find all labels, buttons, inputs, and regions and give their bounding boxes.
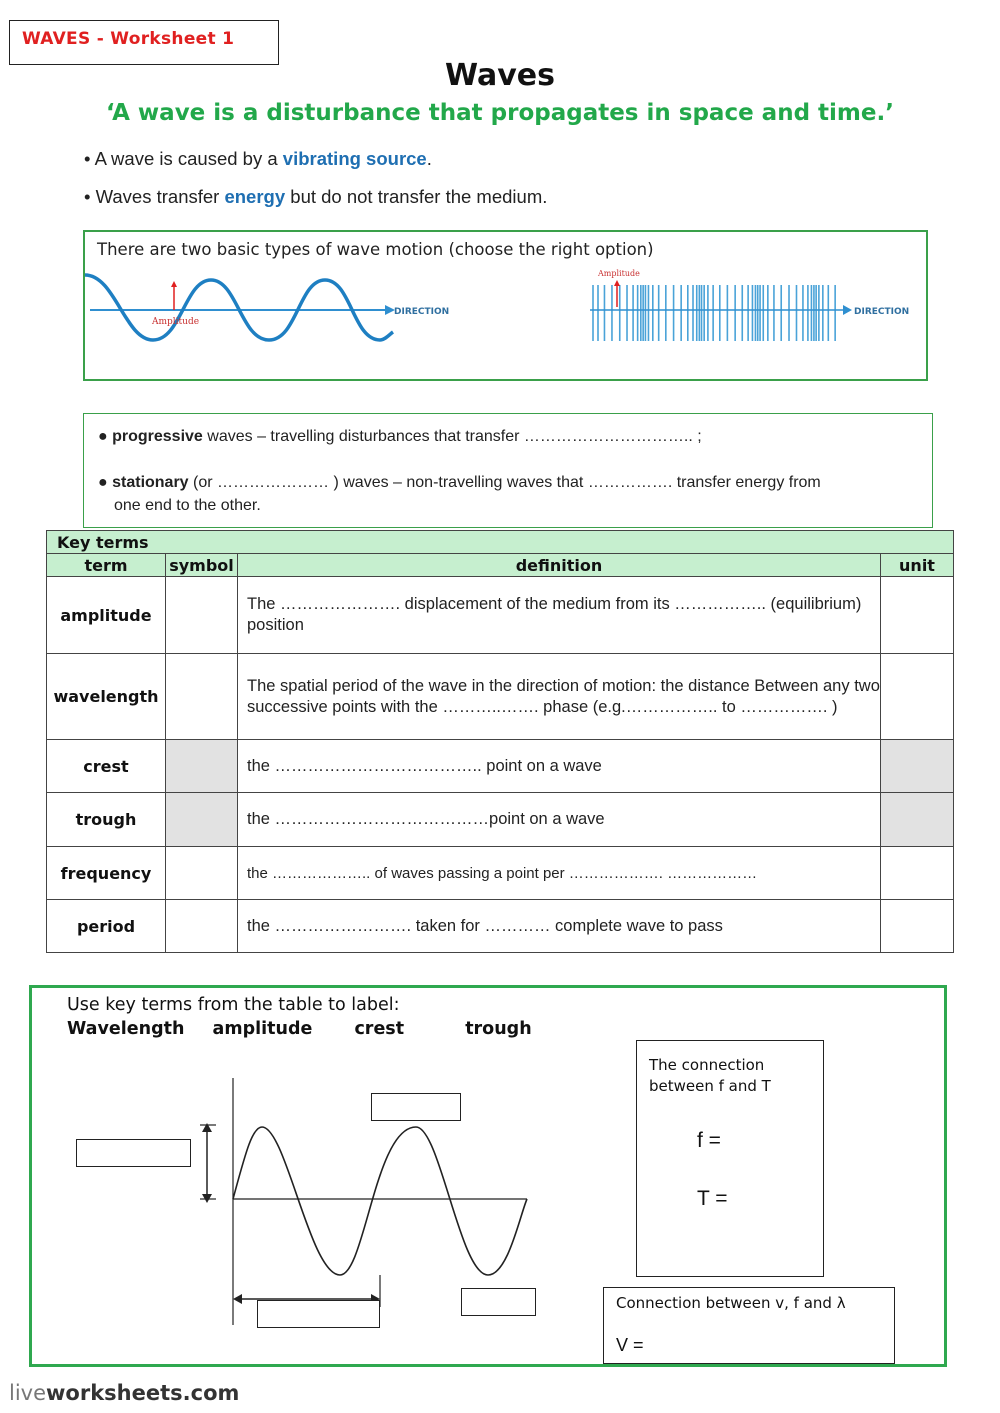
direction-arrowhead	[843, 305, 852, 315]
t-equation[interactable]: T =	[697, 1187, 728, 1210]
bullet-dot: ●	[98, 428, 113, 445]
table-header-row	[47, 554, 954, 577]
compression-lines	[593, 285, 835, 341]
table-caption: Key terms	[47, 531, 954, 554]
header-definition: definition	[238, 554, 881, 577]
word-amplitude: amplitude	[212, 1019, 313, 1039]
label-words	[67, 1019, 532, 1039]
page-title: Waves	[444, 58, 556, 93]
table-row	[47, 847, 954, 900]
key-terms-table	[46, 530, 954, 953]
term-cell: amplitude	[47, 577, 166, 654]
v-f-lambda-title: Connection between v, f and λ	[616, 1294, 846, 1312]
symbol-input[interactable]	[166, 900, 238, 953]
word-trough: trough	[465, 1019, 532, 1039]
header-unit: unit	[881, 554, 954, 577]
amplitude-arrowhead	[614, 280, 620, 286]
symbol-input[interactable]	[166, 654, 238, 740]
bullet-text: • Waves transfer	[84, 186, 225, 207]
bullet-text: but do not transfer the medium.	[285, 186, 548, 207]
page-subtitle: ‘A wave is a disturbance that propagates in space and time.’	[106, 100, 894, 126]
longitudinal-wave-diagram[interactable]	[590, 265, 920, 347]
stationary-term: stationary	[112, 474, 189, 491]
progressive-line	[98, 428, 702, 446]
unit-cell-disabled	[881, 740, 954, 793]
amplitude-label-input[interactable]	[76, 1139, 191, 1167]
bullet-dot: ●	[98, 474, 113, 491]
brand-bold: worksheets.com	[46, 1381, 240, 1405]
word-wavelength: Wavelength	[67, 1019, 185, 1039]
definition-cell[interactable]: the ……………………. taken for ………… complete wave to pass	[238, 900, 881, 953]
brand-light: live	[9, 1381, 47, 1405]
f-t-connection-title: The connection between f and T	[649, 1056, 771, 1095]
unit-cell-disabled	[881, 793, 954, 847]
stationary-line-2: one end to the other.	[114, 497, 261, 514]
unit-input[interactable]	[881, 900, 954, 953]
definition-cell[interactable]: the …………………………………point on a wave	[238, 793, 881, 847]
f-equation[interactable]: f =	[697, 1129, 721, 1152]
amplitude-arrowhead	[171, 281, 177, 287]
labelling-instruction: Use key terms from the table to label:	[67, 995, 400, 1015]
term-cell: period	[47, 900, 166, 953]
stationary-line	[98, 474, 821, 492]
direction-label: DIRECTION	[854, 307, 910, 317]
symbol-cell-disabled	[166, 740, 238, 793]
header-term: term	[47, 554, 166, 577]
word-crest: crest	[354, 1019, 405, 1039]
worksheet-tag: WAVES - Worksheet 1	[9, 20, 279, 65]
definition-cell[interactable]: The …………………. displacement of the medium from its …………….. (equilibrium) position	[238, 577, 881, 654]
wavelength-label-input[interactable]	[257, 1300, 380, 1328]
progressive-term: progressive	[112, 428, 203, 445]
transverse-wave-diagram[interactable]	[85, 270, 465, 350]
term-cell: crest	[47, 740, 166, 793]
wavelength-arrowhead-left	[233, 1294, 242, 1304]
keyword: vibrating source	[282, 148, 427, 169]
term-cell: frequency	[47, 847, 166, 900]
trough-label-input[interactable]	[461, 1288, 536, 1316]
wave-types-title: There are two basic types of wave motion (choose the right option)	[97, 240, 654, 259]
sine-wave	[233, 1127, 527, 1275]
unit-input[interactable]	[881, 847, 954, 900]
unit-input[interactable]	[881, 654, 954, 740]
amplitude-label: Amplitude	[598, 269, 640, 278]
stationary-text[interactable]: (or ………………… ) waves – non-travelling waves that ……………. transfer energy from	[188, 474, 821, 491]
keyword: energy	[224, 186, 286, 207]
bullet-text: • A wave is caused by a	[84, 148, 283, 169]
definition-cell[interactable]: The spatial period of the wave in the direction of motion: the distance Between any two successive points with the ………..……. phase (e.g.…………….. to ……………. )	[238, 654, 881, 740]
table-row	[47, 900, 954, 953]
footer-brand[interactable]	[9, 1381, 239, 1405]
symbol-input[interactable]	[166, 577, 238, 654]
amplitude-arrowhead-top	[202, 1123, 212, 1132]
term-cell: wavelength	[47, 654, 166, 740]
amplitude-label: Amplitude	[152, 317, 200, 327]
direction-label: DIRECTION	[394, 307, 450, 317]
unit-input[interactable]	[881, 577, 954, 654]
definition-cell[interactable]: the ……………….. of waves passing a point per ………………. ………………	[238, 847, 881, 900]
symbol-cell-disabled	[166, 793, 238, 847]
table-row	[47, 654, 954, 740]
intro-bullet-2	[84, 186, 547, 208]
transverse-wave-curve	[85, 275, 393, 340]
table-row	[47, 740, 954, 793]
term-cell: trough	[47, 793, 166, 847]
symbol-input[interactable]	[166, 847, 238, 900]
table-row	[47, 577, 954, 654]
progressive-text[interactable]: waves – travelling disturbances that transfer ………………………….. ;	[202, 428, 702, 445]
crest-label-input[interactable]	[371, 1093, 461, 1121]
definition-cell[interactable]: the ……………………………….. point on a wave	[238, 740, 881, 793]
v-equation[interactable]: V =	[616, 1335, 644, 1355]
table-row	[47, 793, 954, 847]
intro-bullet-1	[84, 148, 432, 170]
bullet-text: .	[426, 148, 432, 169]
header-symbol: symbol	[166, 554, 238, 577]
